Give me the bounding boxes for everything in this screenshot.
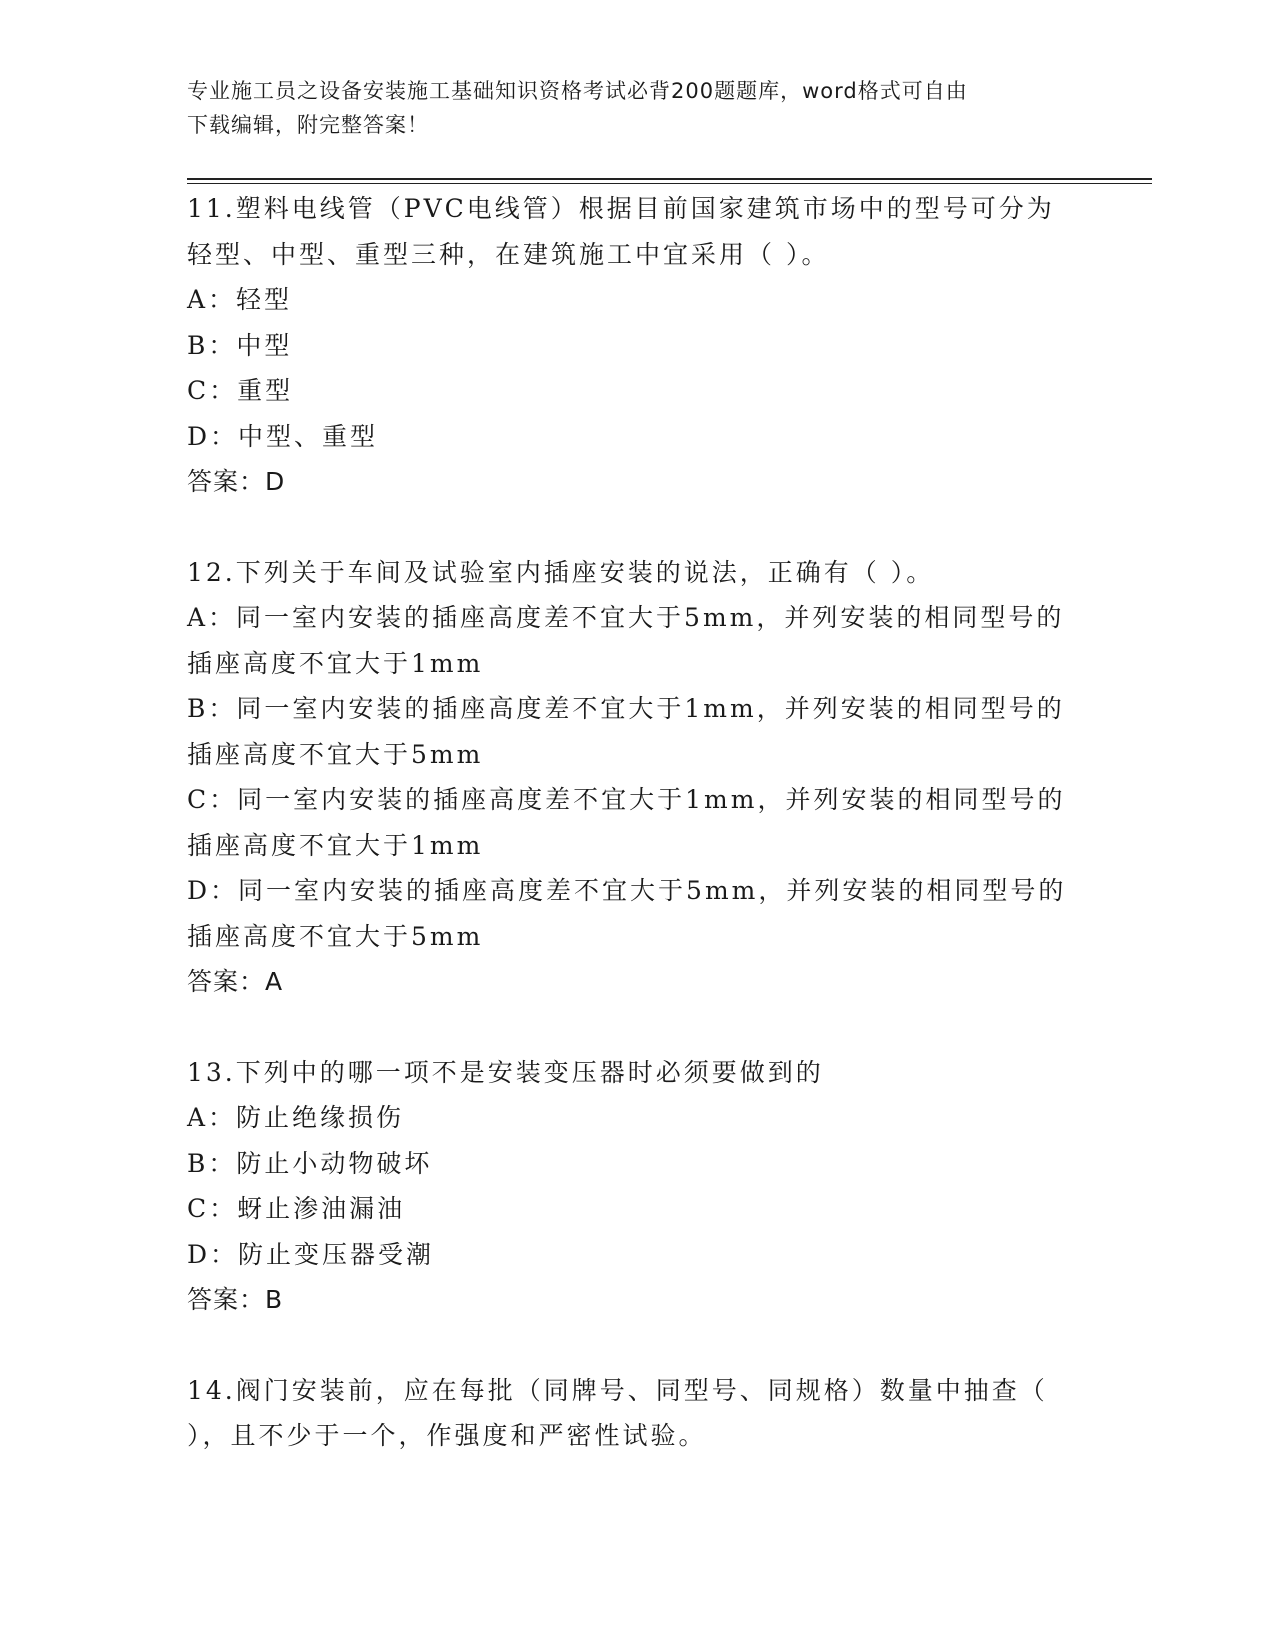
option-a-continued: 插座高度不宜大于1mm (187, 648, 484, 678)
question-stem: 12.下列关于车间及试验室内插座安装的说法，正确有（ ）。 (187, 557, 935, 587)
option-d: D：同一室内安装的插座高度差不宜大于5mm，并列安装的相同型号的 (187, 876, 1067, 905)
option-b: B：中型 (187, 330, 293, 360)
option-a: A：同一室内安装的插座高度差不宜大于5mm，并列安装的相同型号的 (187, 603, 1065, 632)
option-c: C：重型 (187, 376, 294, 405)
spacer (187, 505, 1067, 550)
option-d: D：中型、重型 (187, 421, 379, 451)
question-stem: 轻型、中型、重型三种，在建筑施工中宜采用（ ）。 (187, 239, 830, 269)
question-stem: ），且不少于一个，作强度和严密性试验。 (187, 1421, 707, 1450)
question-14 (187, 1368, 1067, 1459)
question-stem: 11.塑料电线管（PVC电线管）根据目前国家建筑市场中的型号可分为 (187, 194, 1055, 223)
option-b: B：同一室内安装的插座高度差不宜大于1mm，并列安装的相同型号的 (187, 694, 1065, 723)
header-divider-thin (187, 183, 1152, 184)
option-b: B：防止小动物破坏 (187, 1148, 433, 1178)
option-a: A：轻型 (187, 285, 293, 314)
option-d-continued: 插座高度不宜大于5mm (187, 921, 484, 951)
option-b-continued: 插座高度不宜大于5mm (187, 739, 484, 769)
header-divider-thick (187, 178, 1152, 180)
question-stem: 14.阀门安装前，应在每批（同牌号、同型号、同规格）数量中抽查（ (187, 1375, 1048, 1405)
document-header (187, 74, 1067, 142)
header-line-2: 下载编辑，附完整答案！ (187, 113, 429, 137)
header-line-1: 专业施工员之设备安装施工基础知识资格考试必背200题题库，word格式可自由 (187, 79, 968, 103)
spacer (187, 1005, 1067, 1050)
option-c-continued: 插座高度不宜大于1mm (187, 830, 484, 860)
answer: 答案：D (187, 467, 286, 496)
question-12 (187, 550, 1067, 1005)
option-d: D：防止变压器受潮 (187, 1239, 435, 1269)
question-stem: 13.下列中的哪一项不是安装变压器时必须要做到的 (187, 1057, 824, 1087)
option-c: C：蚜止渗油漏油 (187, 1194, 406, 1223)
question-13 (187, 1050, 1067, 1323)
option-a: A：防止绝缘损伤 (187, 1103, 405, 1132)
answer: 答案：B (187, 1285, 284, 1314)
option-c: C：同一室内安装的插座高度差不宜大于1mm，并列安装的相同型号的 (187, 785, 1066, 814)
spacer (187, 1323, 1067, 1368)
question-11 (187, 186, 1067, 505)
answer: 答案：A (187, 967, 284, 996)
question-list (187, 186, 1067, 1459)
